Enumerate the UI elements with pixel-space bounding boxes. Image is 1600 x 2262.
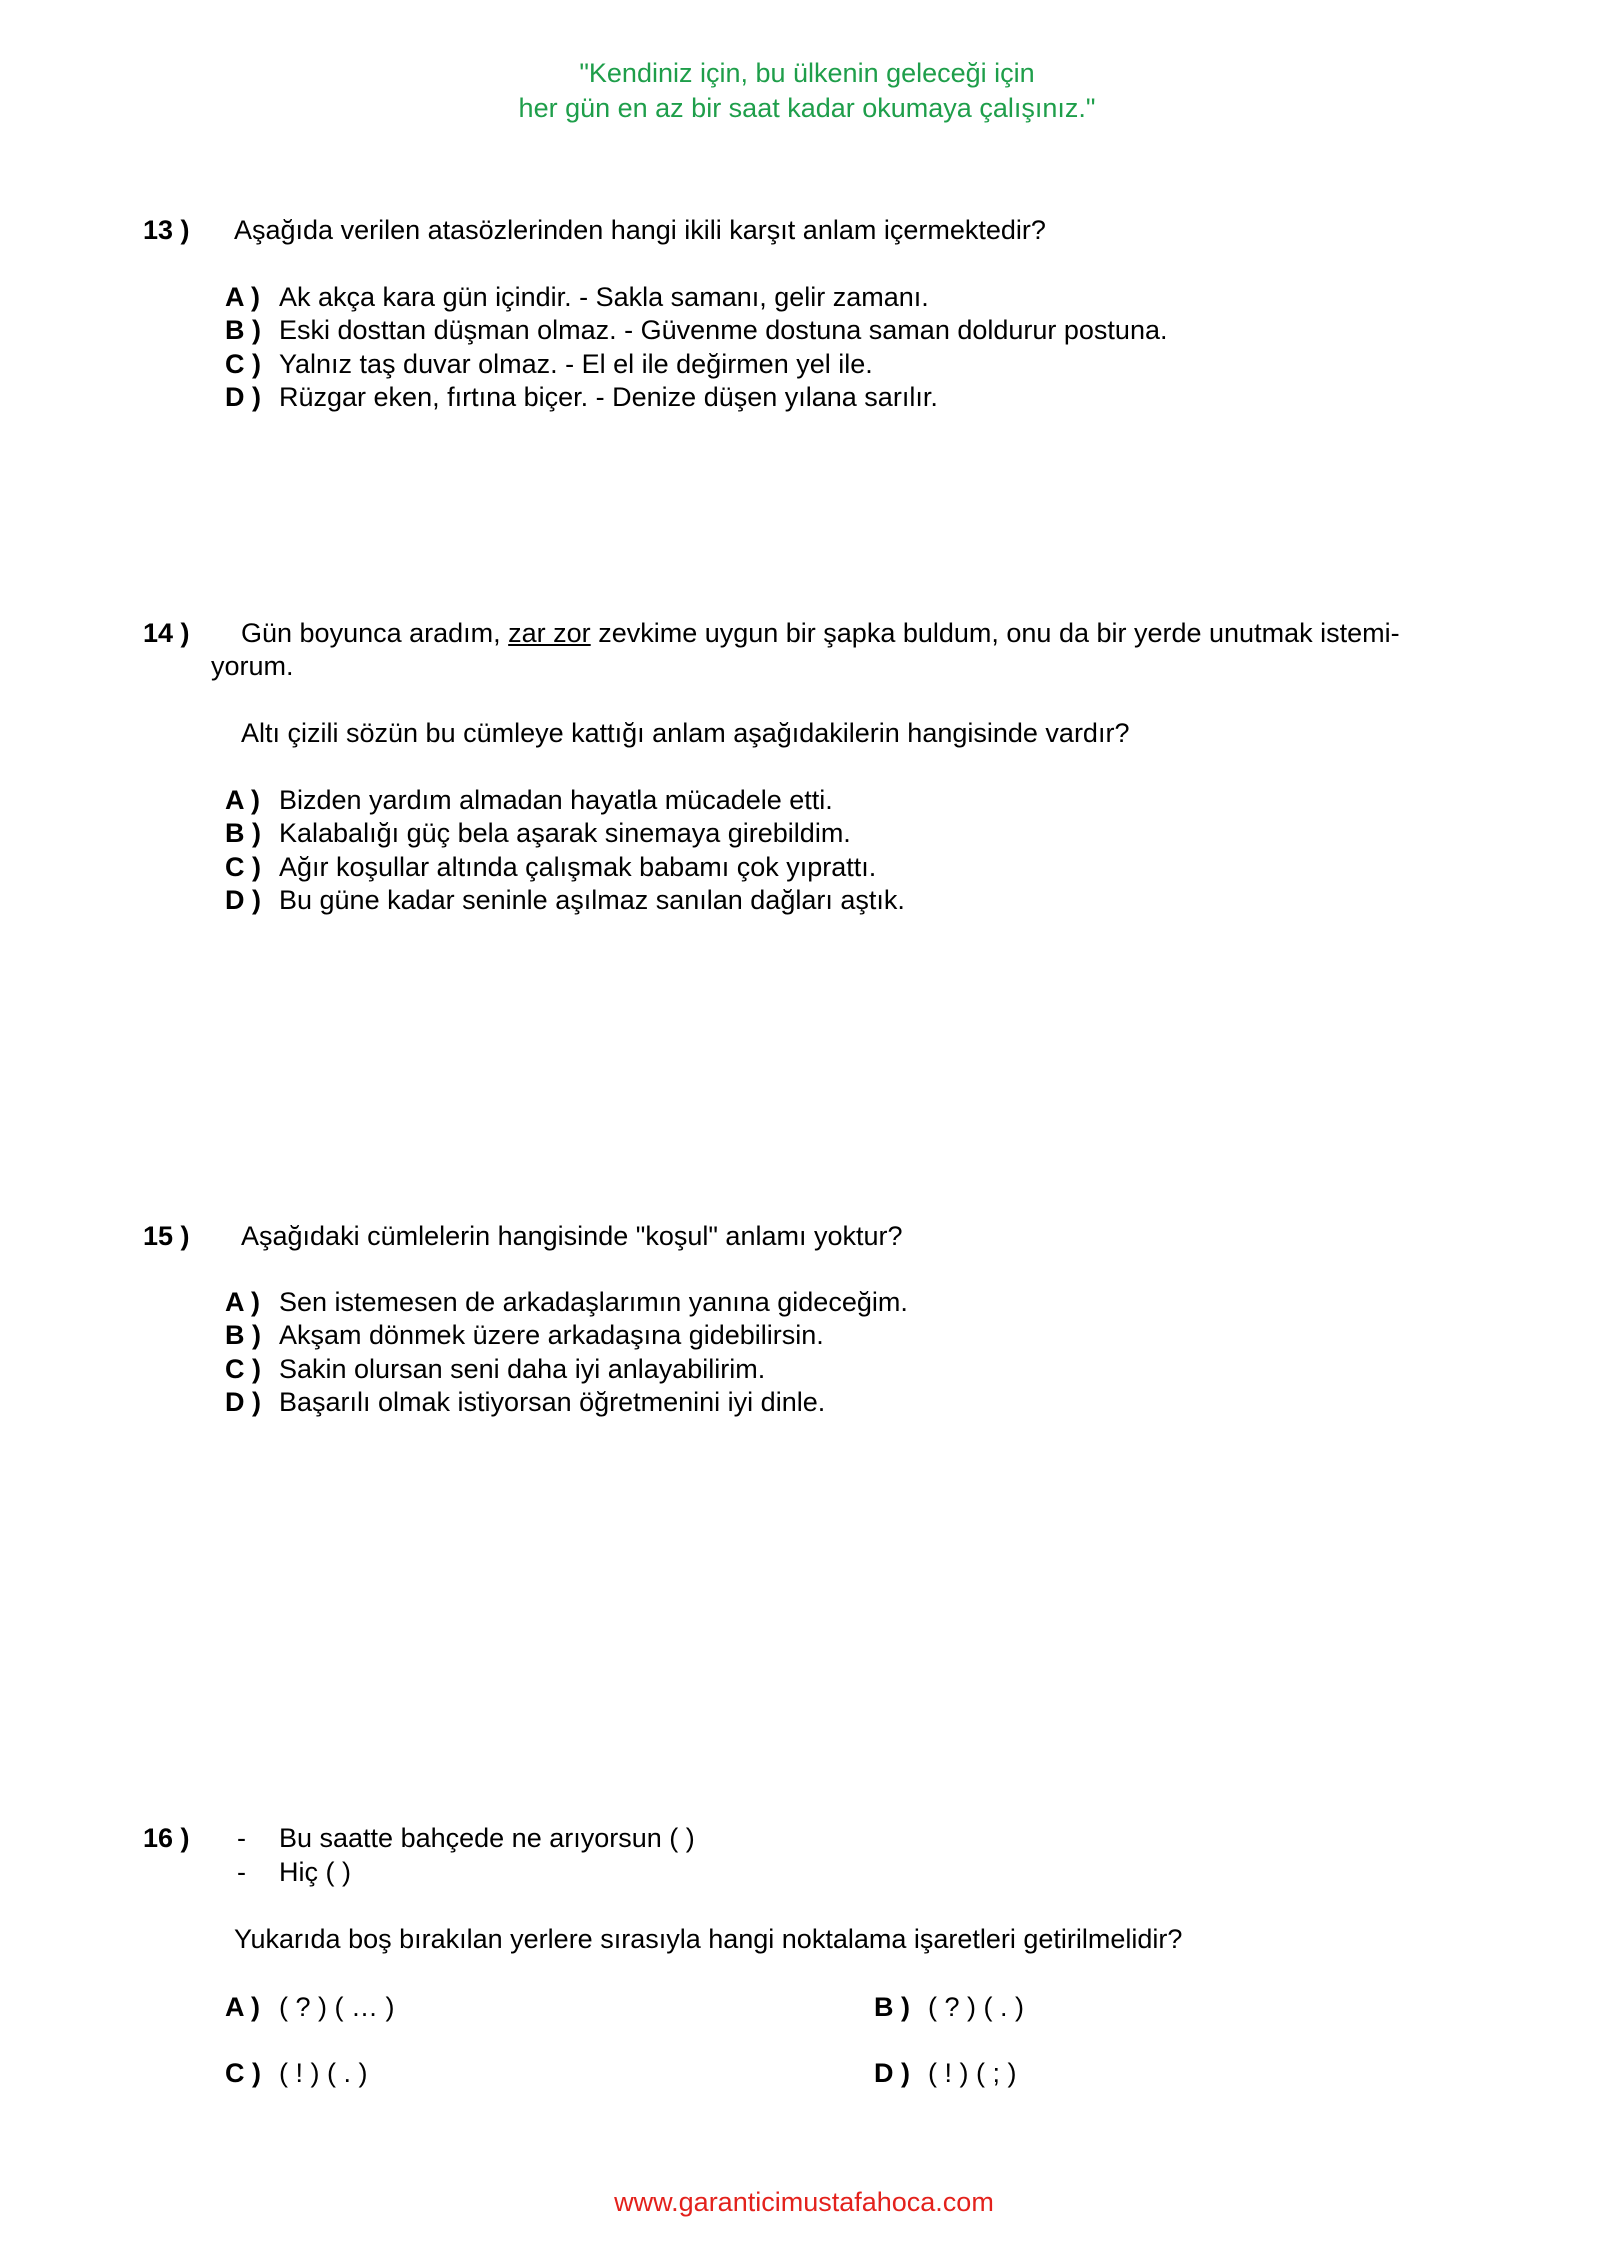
question-prompt: Altı çizili sözün bu cümleye kattığı anlam aşağıdakilerin hangisinde vardır? (241, 718, 1130, 748)
option-b-label: B ) (225, 1320, 261, 1350)
option-a-label: A ) (225, 1992, 260, 2022)
option-d-text: Rüzgar eken, fırtına biçer. - Denize düşen yılana sarılır. (279, 382, 938, 412)
option-b-label: B ) (225, 818, 261, 848)
option-c-label: C ) (225, 349, 261, 379)
option-d-label: D ) (225, 885, 261, 915)
stem-part-2: zevkime uygun bir şapka buldum, onu da bir yerde unutmak istemi- (590, 618, 1400, 648)
question-prompt: Yukarıda boş bırakılan yerlere sırasıyla hangi noktalama işaretleri getirilmelidir? (234, 1924, 1183, 1954)
option-c-text: Ağır koşullar altında çalışmak babamı çok yıprattı. (279, 852, 877, 882)
option-a-text: Ak akça kara gün içindir. - Sakla samanı, gelir zamanı. (279, 282, 929, 312)
option-c-label: C ) (225, 2058, 261, 2088)
question-stem: Aşağıda verilen atasözlerinden hangi ikili karşıt anlam içermektedir? (234, 215, 1046, 245)
option-c-text: Yalnız taş duvar olmaz. - El el ile değirmen yel ile. (279, 349, 873, 379)
option-c-label: C ) (225, 852, 261, 882)
option-a-text: ( ? ) ( … ) (279, 1992, 395, 2022)
underlined-phrase: zar zor (508, 618, 591, 648)
option-a-text: Bizden yardım almadan hayatla mücadele etti. (279, 785, 833, 815)
question-number: 13 ) (143, 215, 190, 245)
quote-line-2: her gün en az bir saat kadar okumaya çalışınız." (518, 93, 1096, 123)
quote-line-1: "Kendiniz için, bu ülkenin geleceği için (579, 58, 1035, 88)
option-b-text: ( ? ) ( . ) (928, 1992, 1024, 2022)
option-b-text: Akşam dönmek üzere arkadaşına gidebilirsin. (279, 1320, 824, 1350)
option-d-label: D ) (225, 1387, 261, 1417)
option-d-label: D ) (874, 2058, 910, 2088)
question-stem: Aşağıdaki cümlelerin hangisinde "koşul" anlamı yoktur? (241, 1221, 903, 1251)
option-c-label: C ) (225, 1354, 261, 1384)
option-d-label: D ) (225, 382, 261, 412)
option-c-text: ( ! ) ( . ) (279, 2058, 368, 2088)
option-a-text: Sen istemesen de arkadaşlarımın yanına gideceğim. (279, 1287, 908, 1317)
question-stem-continuation: yorum. (211, 651, 294, 681)
option-d-text: Bu güne kadar seninle aşılmaz sanılan dağları aştık. (279, 885, 905, 915)
option-a-label: A ) (225, 785, 260, 815)
footer-website-link[interactable]: www.garanticimustafahoca.com (614, 2187, 994, 2217)
option-b-label: B ) (874, 1992, 910, 2022)
option-c-text: Sakin olursan seni daha iyi anlayabilirim. (279, 1354, 766, 1384)
dialogue-line-1: Bu saatte bahçede ne arıyorsun ( ) (279, 1823, 695, 1853)
dialogue-dash-1: - (237, 1823, 246, 1853)
dialogue-dash-2: - (237, 1857, 246, 1887)
footer (8, 2186, 1600, 2218)
option-a-label: A ) (225, 282, 260, 312)
option-b-text: Kalabalığı güç bela aşarak sinemaya girebildim. (279, 818, 851, 848)
option-d-text: Başarılı olmak istiyorsan öğretmenini iyi dinle. (279, 1387, 826, 1417)
question-number: 14 ) (143, 618, 190, 648)
option-b-text: Eski dosttan düşman olmaz. - Güvenme dostuna saman doldurur postuna. (279, 315, 1168, 345)
option-d-text: ( ! ) ( ; ) (928, 2058, 1017, 2088)
dialogue-line-2: Hiç ( ) (279, 1857, 351, 1887)
option-a-label: A ) (225, 1287, 260, 1317)
question-number: 15 ) (143, 1221, 190, 1251)
question-stem (241, 617, 1400, 649)
option-b-label: B ) (225, 315, 261, 345)
stem-part-1: Gün boyunca aradım, (241, 618, 509, 648)
question-number: 16 ) (143, 1823, 190, 1853)
